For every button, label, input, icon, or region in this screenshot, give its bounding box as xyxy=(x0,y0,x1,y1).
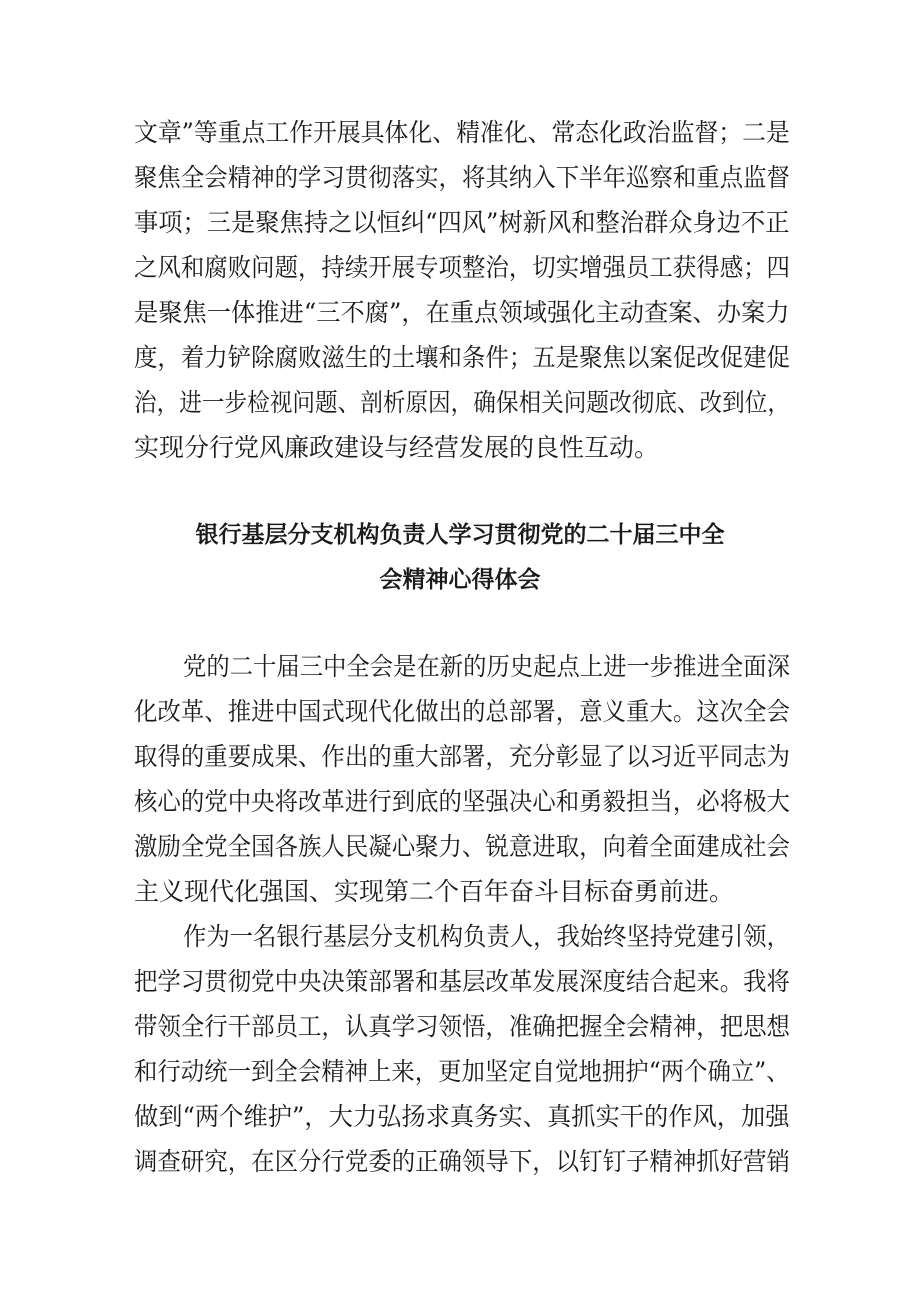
text-line: 激励全党全国各族人民凝心聚力、锐意进取，向着全面建成社会 xyxy=(134,832,790,861)
text-line: 是聚焦一体推进“三不腐”，在重点领域强化主动查案、办案力 xyxy=(134,298,790,327)
text-line: 和行动统一到全会精神上来，更加坚定自觉地拥护“两个确立”、 xyxy=(134,1057,790,1086)
text-line: 聚焦全会精神的学习贯彻落实，将其纳入下半年巡察和重点监督 xyxy=(134,163,790,192)
text-line: 把学习贯彻党中央决策部署和基层改革发展深度结合起来。我将 xyxy=(134,967,790,996)
article-title-line-2: 会精神心得体会 xyxy=(379,567,541,593)
text-line: 之风和腐败问题，持续开展专项整治，切实增强员工获得感；四 xyxy=(134,253,790,282)
article-title-line-1: 银行基层分支机构负责人学习贯彻党的二十届三中全 xyxy=(195,522,725,548)
text-line: 作为一名银行基层分支机构负责人，我始终坚持党建引领， xyxy=(183,922,790,951)
text-line: 实现分行党风廉政建设与经营发展的良性互动。 xyxy=(134,433,660,462)
text-line: 带领全行干部员工，认真学习领悟，准确把握全会精神，把思想 xyxy=(134,1012,790,1041)
text-line: 主义现代化强国、实现第二个百年奋斗目标奋勇前进。 xyxy=(134,877,735,906)
text-line: 事项；三是聚焦持之以恒纠“四风”树新风和整治群众身边不正 xyxy=(134,208,790,237)
text-line: 核心的党中央将改革进行到底的坚强决心和勇毅担当，必将极大 xyxy=(134,787,790,816)
text-line: 文章”等重点工作开展具体化、精准化、常态化政治监督；二是 xyxy=(134,118,790,147)
text-line: 度，着力铲除腐败滋生的土壤和条件；五是聚焦以案促改促建促 xyxy=(134,343,790,372)
text-line: 做到“两个维护”，大力弘扬求真务实、真抓实干的作风，加强 xyxy=(134,1102,790,1131)
text-line: 治，进一步检视问题、剖析原因，确保相关问题改彻底、改到位， xyxy=(134,388,790,417)
text-line: 党的二十届三中全会是在新的历史起点上进一步推进全面深 xyxy=(183,652,790,681)
text-line: 化改革、推进中国式现代化做出的总部署，意义重大。这次全会 xyxy=(134,697,790,726)
text-line: 取得的重要成果、作出的重大部署，充分彰显了以习近平同志为 xyxy=(134,742,790,771)
text-line: 调查研究，在区分行党委的正确领导下，以钉钉子精神抓好营销 xyxy=(134,1147,790,1176)
